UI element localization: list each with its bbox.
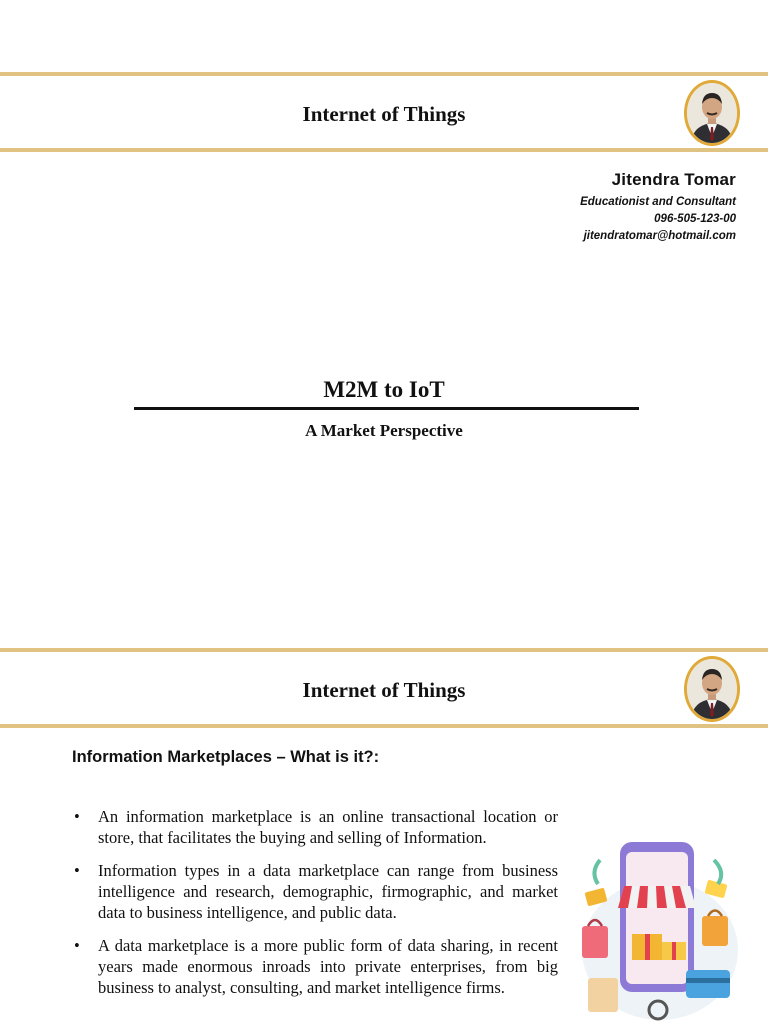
section-heading: Information Marketplaces – What is it?: xyxy=(72,748,380,766)
title-divider xyxy=(134,407,639,410)
bullet-list xyxy=(72,806,558,1010)
slide-title-text: M2M to IoT xyxy=(323,377,445,402)
author-phone: 096-505-123-00 xyxy=(654,213,736,225)
bullet-marker: • xyxy=(74,936,80,955)
slide-subtitle: A Market Perspective xyxy=(305,421,463,440)
bullet-text: Information types in a data marketplace can range from business intelligence and research, demographic, firmographic, and market data to business intelligence, and public data. xyxy=(98,861,558,922)
bullet-item xyxy=(72,806,558,848)
slide-header xyxy=(0,72,768,152)
header-title: Internet of Things xyxy=(302,102,466,126)
author-avatar xyxy=(684,80,740,146)
author-email: jitendratomar@hotmail.com xyxy=(583,230,736,242)
online-shopping-illustration xyxy=(572,830,742,1024)
author-name: Jitendra Tomar xyxy=(611,170,736,189)
author-role: Educationist and Consultant xyxy=(580,196,736,208)
bullet-text: A data marketplace is a more public form of data sharing, in recent years made enormous inroads into private enterprises, from big business to analyst, consulting, and market intelligence firms. xyxy=(98,936,558,997)
bullet-marker: • xyxy=(74,807,80,826)
author-block xyxy=(580,170,736,242)
bullet-item xyxy=(72,935,558,998)
bullet-marker: • xyxy=(74,861,80,880)
header-title: Internet of Things xyxy=(302,678,466,702)
bullet-text: An information marketplace is an online transactional location or store, that facilitates the buying and selling of Information. xyxy=(98,807,558,847)
bullet-item xyxy=(72,860,558,923)
slide-information-marketplaces xyxy=(0,640,768,1024)
author-avatar xyxy=(684,656,740,722)
slide-header xyxy=(0,648,768,728)
